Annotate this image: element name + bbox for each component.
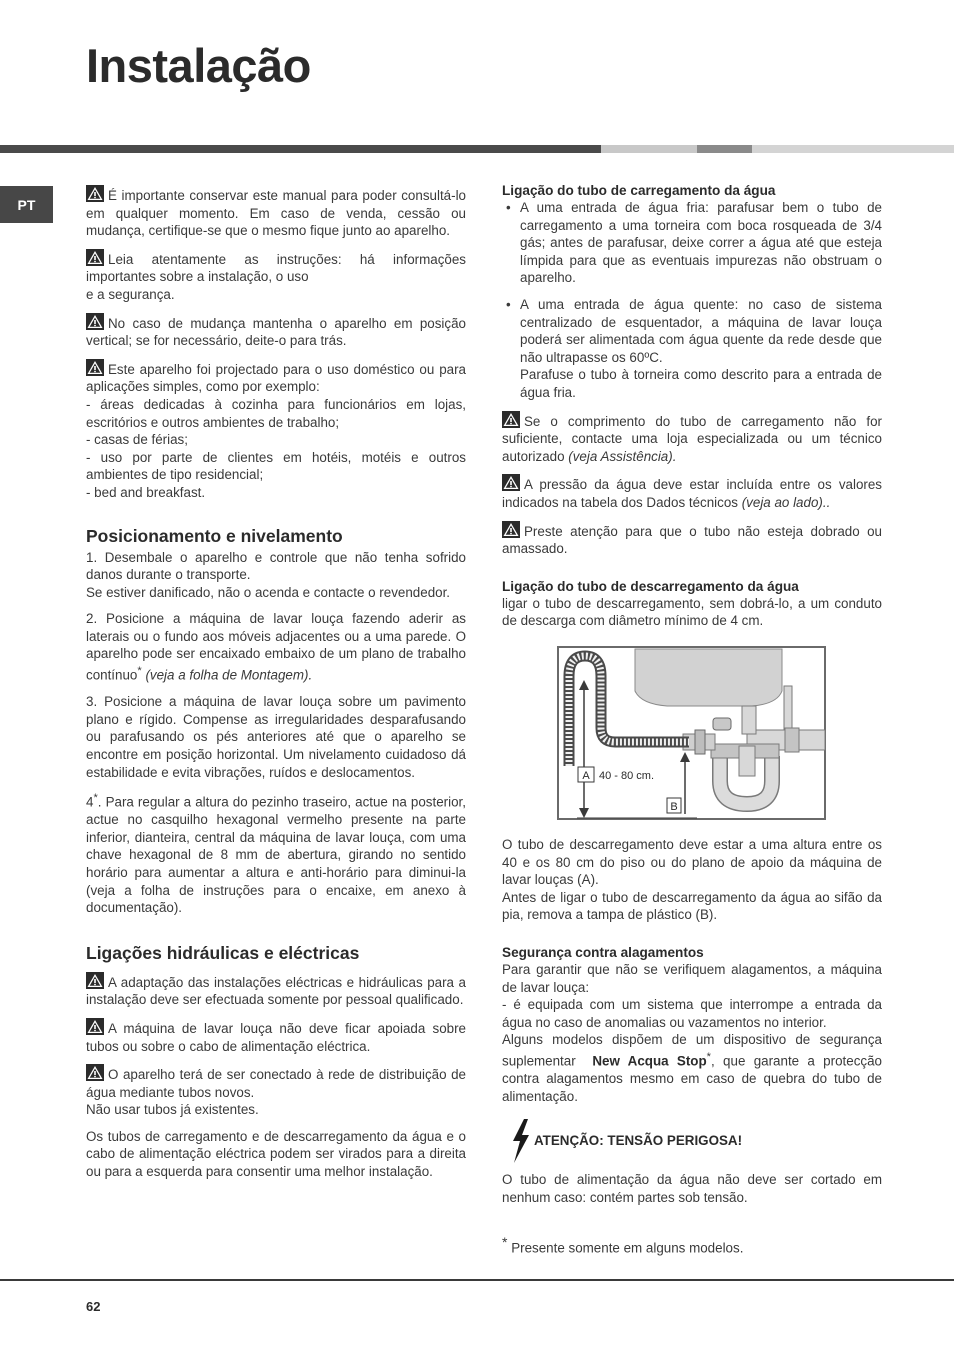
- lightning-icon: [510, 1119, 532, 1163]
- usage-item: - casas de férias;: [86, 432, 188, 448]
- paragraph-read-cont: e a segurança.: [86, 286, 175, 302]
- paragraph-move: No caso de mudança mantenha o aparelho em posição vertical; se for necessário, deite-o para trás.: [86, 313, 466, 350]
- pos-step-1: 1. Desembale o aparelho e controle que não tenha sofrido danos durante o transporte.: [86, 549, 466, 583]
- language-tab: PT: [0, 186, 53, 223]
- left-column: [86, 185, 466, 1190]
- bullet-hot-water: • A uma entrada de água quente: no caso de sistema centralizado de esquentador, a máquina de lavar louça poderá ser alimentada com água quente da rede desde que não ultrapasse os 60ºC.: [506, 296, 882, 365]
- right-column-lower: [502, 836, 882, 1266]
- pos-step-4: 4*. Para regular a altura do pezinho traseiro, actue na posterior, actue no casquilho hexagonal vermelho presente na parte inferior, dianteira, central da máquina de lavar louça, com uma chave hexagonal de 8 mm de abertura, girando no sentido horário para aumentar a altura e anti-horário para diminui-la (veja a folha de instruções para o encaixe, em anexo à documentação).: [86, 792, 466, 916]
- paragraph-hose-bent: Preste atenção para que o tubo não esteja dobrado ou amassado.: [502, 521, 882, 558]
- paragraph-flood-2: - é equipada com um sistema que interrompe a entrada da água no caso de anomalias ou vazamentos no interior.: [502, 997, 882, 1030]
- warning-icon: [86, 1018, 104, 1035]
- label-b: B: [670, 801, 678, 813]
- paragraph-manual: É importante conservar este manual para poder consultá-lo em qualquer momento. Em caso de venda, cessão ou mudança, certifique-se que o mesmo fique junto ao aparelho.: [86, 185, 466, 240]
- heading-inlet-hose: Ligação do tubo de carregamento da água: [502, 183, 776, 198]
- header-bar-mid: [697, 145, 752, 153]
- right-column: [502, 182, 882, 639]
- bullet-cold-water: • A uma entrada de água fria: parafusar bem o tubo de carregamento a uma torneira com boca rosqueada de 3/4 gás; antes de parafusar, deixe correr a água até que esteja límpida para que as eventuais impurezas não obstruam o aparelho.: [506, 200, 882, 286]
- heading-flood-safety: Segurança contra alagamentos: [502, 944, 704, 960]
- usage-item: - áreas dedicadas à cozinha para funcionários em lojas, escritórios e outros ambientes de trabalho;: [86, 396, 466, 430]
- warning-icon: [86, 359, 104, 376]
- warning-icon: [502, 521, 520, 538]
- paragraph-flood-3: Alguns modelos dispõem de um dispositivo de segurança suplementar New Acqua Stop*, que garante a protecção contra alagamentos mesmo em caso de quebra do tubo de alimentação.: [502, 1032, 882, 1104]
- warning-icon: [502, 411, 520, 428]
- footnote: * Presente somente em alguns modelos.: [502, 1234, 744, 1256]
- paragraph-read: Leia atentamente as instruções: há informações importantes sobre a instalação, o uso: [86, 249, 466, 286]
- heading-connections: Ligações hidráulicas e eléctricas: [86, 942, 360, 963]
- usage-item: - uso por parte de clientes em hotéis, motéis e outros ambientes de tipo residencial;: [86, 449, 466, 483]
- header-bar-dark: [0, 145, 601, 153]
- bullet-hot-water-cont: Parafuse o tubo à torneira como descrito para a entrada de água fria.: [520, 367, 882, 400]
- heading-drain-hose: Ligação do tubo de descarregamento da água: [502, 578, 799, 594]
- pos-step-3: 3. Posicione a máquina de lavar louça sobre um pavimento plano e rígido. Compense as irregularidades desparafusando ou parafusando os pés anteriores até que o aparelho se encontre em posição horizontal. Um nivelamento cuidadoso dá estabilidade e evita vibrações, ruídos e deslocamentos.: [86, 694, 466, 780]
- heading-positioning: Posicionamento e nivelamento: [86, 525, 343, 546]
- paragraph-drain: ligar o tubo de descarregamento, sem dobrá-lo, a um conduto de descarga com diâmetro mínimo de 4 cm.: [502, 595, 882, 629]
- paragraph-qualified: A adaptação das instalações eléctricas e hidráulicas para a instalação deve ser efectuada somente por pessoal qualificado.: [86, 972, 466, 1009]
- paragraph-voltage: O tubo de alimentação da água não deve ser cortado em nenhum caso: contém partes sob tensão.: [502, 1172, 882, 1205]
- header-bar-light: [601, 145, 697, 153]
- warning-icon: [86, 185, 104, 202]
- paragraph-no-old-pipes: Não usar tubos já existentes.: [86, 1102, 259, 1118]
- paragraph-pipes-direction: Os tubos de carregamento e de descarregamento da água e o cabo de alimentação eléctrica podem ser virados para a direita ou para a esquerda para consentir uma melhor instalação.: [86, 1128, 466, 1180]
- paragraph-not-on-pipes: A máquina de lavar louça não deve ficar apoiada sobre tubos ou sobre o cabo de alimentação eléctrica.: [86, 1018, 466, 1055]
- footer-rule: [0, 1279, 954, 1281]
- paragraph-new-pipes: O aparelho terá de ser conectado à rede de distribuição de água mediante tubos novos.: [86, 1064, 466, 1101]
- usage-item: - bed and breakfast.: [86, 484, 206, 500]
- danger-voltage-row: [502, 1119, 882, 1163]
- paragraph-flood-1: Para garantir que não se verifiquem alagamentos, a máquina de lavar louça:: [502, 961, 882, 995]
- warning-icon: [86, 972, 104, 989]
- pos-step-1-note: Se estiver danificado, não o acenda e contacte o revendedor.: [86, 584, 451, 600]
- paragraph-water-pressure: A pressão da água deve estar incluída entre os valores indicados na tabela dos Dados técnicos (veja ao lado)..: [502, 474, 882, 511]
- header-bar-light-end: [752, 145, 954, 153]
- paragraph-hose-length: Se o comprimento do tubo de carregamento não for suficiente, contacte uma loja especializada ou um técnico autorizado (veja Assistência).: [502, 411, 882, 466]
- paragraph-remove-cap: Antes de ligar o tubo de descarregamento da água ao sifão da pia, remova a tampa de plástico (B).: [502, 889, 882, 923]
- label-height-range: 40 - 80 cm.: [599, 770, 655, 782]
- warning-icon: [502, 474, 520, 491]
- danger-voltage-label: ATENÇÃO: TENSÃO PERIGOSA!: [534, 1133, 743, 1149]
- page-number: 62: [86, 1299, 101, 1314]
- page-title: Instalação: [86, 39, 311, 92]
- paragraph-drain-height: O tubo de descarregamento deve estar a uma altura entre os 40 e os 80 cm do piso ou do plano de apoio da máquina de lavar louças (A).: [502, 837, 882, 888]
- paragraph-usage: Este aparelho foi projectado para o uso doméstico ou para aplicações simples, como por exemplo:: [86, 359, 466, 396]
- warning-icon: [86, 313, 104, 330]
- label-a: A: [582, 770, 590, 782]
- drain-hose-diagram: [557, 646, 826, 820]
- warning-icon: [86, 249, 104, 266]
- pos-step-2: 2. Posicione a máquina de lavar louça fazendo aderir as laterais ou o fundo aos móveis adjacentes ou a uma parede. O aparelho pode ser encaixado embaixo de um plano de trabalho contínuo* (veja a folha de Montagem).: [86, 611, 466, 683]
- warning-icon: [86, 1064, 104, 1081]
